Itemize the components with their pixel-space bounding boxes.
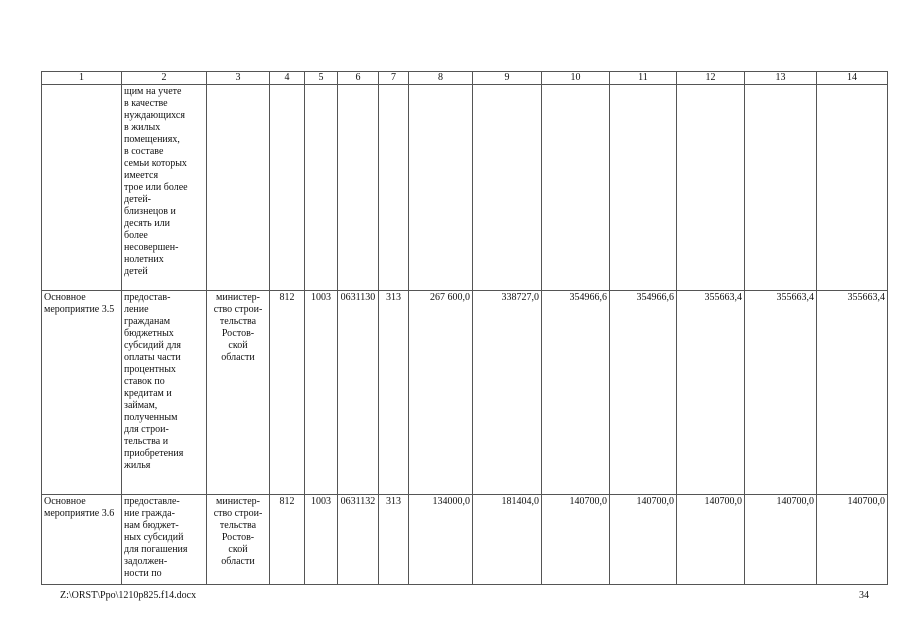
cell-empty — [610, 85, 677, 291]
text-line: детей- — [124, 194, 152, 205]
cell-empty — [42, 85, 122, 291]
cell-empty — [409, 85, 473, 291]
text-line: ской — [228, 340, 248, 351]
text-line: ных субсидий — [124, 532, 184, 543]
table-row-measure-3-6 — [42, 495, 888, 585]
cell-code: 0631132 — [338, 495, 379, 585]
footer-page-number: 34 — [859, 590, 869, 601]
text-line: ставок по — [124, 376, 165, 387]
column-number-row — [42, 72, 888, 85]
cell-amount: 354966,6 — [542, 291, 610, 495]
cell-amount: 140700,0 — [817, 495, 888, 585]
text-line: ние гражда- — [124, 508, 175, 519]
cell-empty — [305, 85, 338, 291]
text-line: министер- — [216, 292, 260, 303]
table-row-continuation — [42, 85, 888, 291]
text-line: нуждающихся — [124, 110, 185, 121]
text-line: для погашения — [124, 544, 188, 555]
cell-empty — [817, 85, 888, 291]
cell-amount: 140700,0 — [745, 495, 817, 585]
cell-code: 313 — [379, 291, 409, 495]
cell-code: 313 — [379, 495, 409, 585]
text-line: имеется — [124, 170, 159, 181]
column-number: 13 — [745, 72, 817, 85]
text-line: области — [221, 556, 255, 567]
text-line: гражданам — [124, 316, 171, 327]
cell-description — [122, 495, 207, 585]
cell-code: 812 — [270, 291, 305, 495]
cell-code: 1003 — [305, 495, 338, 585]
text-line: нам бюджет- — [124, 520, 179, 531]
text-line: помещениях, — [124, 134, 180, 145]
cell-amount: 354966,6 — [610, 291, 677, 495]
column-number: 11 — [610, 72, 677, 85]
cell-executor — [207, 495, 270, 585]
cell-measure-name: Основное мероприятие 3.5 — [42, 291, 122, 495]
column-number: 7 — [379, 72, 409, 85]
cell-executor — [207, 291, 270, 495]
cell-description — [122, 85, 207, 291]
cell-amount: 355663,4 — [817, 291, 888, 495]
column-number: 4 — [270, 72, 305, 85]
column-number: 14 — [817, 72, 888, 85]
column-number: 9 — [473, 72, 542, 85]
text-line: ление — [124, 304, 149, 315]
text-line: в жилых — [124, 122, 161, 133]
text-line: задолжен- — [124, 556, 168, 567]
text-line: для строи- — [124, 424, 169, 435]
cell-empty — [745, 85, 817, 291]
column-number: 12 — [677, 72, 745, 85]
cell-measure-name: Основное мероприятие 3.6 — [42, 495, 122, 585]
text-line: десять или — [124, 218, 170, 229]
text-line: займам, — [124, 400, 158, 411]
column-number: 6 — [338, 72, 379, 85]
cell-description — [122, 291, 207, 495]
text-line: министер- — [216, 496, 260, 507]
cell-amount: 140700,0 — [610, 495, 677, 585]
text-line: несовершен- — [124, 242, 179, 253]
text-line: бюджетных — [124, 328, 174, 339]
text-line: ности по — [124, 568, 162, 579]
footer-file-path: Z:\ORST\Ppo\1210p825.f14.docx — [60, 590, 197, 601]
cell-empty — [207, 85, 270, 291]
text-line: Ростов- — [221, 532, 255, 543]
text-line: оплаты части — [124, 352, 181, 363]
column-number: 1 — [42, 72, 122, 85]
cell-empty — [542, 85, 610, 291]
text-line: тельства и — [124, 436, 169, 447]
text-line: предоставле- — [124, 496, 180, 507]
cell-empty — [270, 85, 305, 291]
cell-amount: 134000,0 — [409, 495, 473, 585]
text-line: близнецов и — [124, 206, 176, 217]
cell-code: 1003 — [305, 291, 338, 495]
text-line: тельства — [219, 316, 257, 327]
text-line: ство строи- — [213, 304, 263, 315]
cell-code: 812 — [270, 495, 305, 585]
text-line: ство строи- — [213, 508, 263, 519]
text-line: полученным — [124, 412, 178, 423]
text-line: жилья — [124, 460, 151, 471]
column-number: 5 — [305, 72, 338, 85]
text-line: детей — [124, 266, 148, 277]
cell-empty — [473, 85, 542, 291]
text-line: процентных — [124, 364, 176, 375]
column-number: 3 — [207, 72, 270, 85]
cell-amount: 355663,4 — [677, 291, 745, 495]
text-line: тельства — [219, 520, 257, 531]
cell-empty — [677, 85, 745, 291]
cell-amount: 140700,0 — [542, 495, 610, 585]
cell-amount: 140700,0 — [677, 495, 745, 585]
cell-code: 0631130 — [338, 291, 379, 495]
cell-empty — [379, 85, 409, 291]
column-number: 10 — [542, 72, 610, 85]
text-line: в составе — [124, 146, 164, 157]
text-line: щим на учете — [124, 86, 182, 97]
text-line: приобретения — [124, 448, 184, 459]
column-number: 8 — [409, 72, 473, 85]
cell-amount: 338727,0 — [473, 291, 542, 495]
column-number: 2 — [122, 72, 207, 85]
text-line: в качестве — [124, 98, 168, 109]
text-line: кредитам и — [124, 388, 172, 399]
cell-amount: 355663,4 — [745, 291, 817, 495]
cell-amount: 181404,0 — [473, 495, 542, 585]
text-line: нолетних — [124, 254, 164, 265]
table-row-measure-3-5 — [42, 291, 888, 495]
text-line: предостав- — [124, 292, 171, 303]
text-line: субсидий для — [124, 340, 182, 351]
text-line: более — [124, 230, 148, 241]
cell-amount: 267 600,0 — [409, 291, 473, 495]
text-line: Ростов- — [221, 328, 255, 339]
budget-table — [41, 71, 888, 585]
text-line: семьи которых — [124, 158, 187, 169]
cell-empty — [338, 85, 379, 291]
text-line: области — [221, 352, 255, 363]
text-line: трое или более — [124, 182, 188, 193]
text-line: ской — [228, 544, 248, 555]
